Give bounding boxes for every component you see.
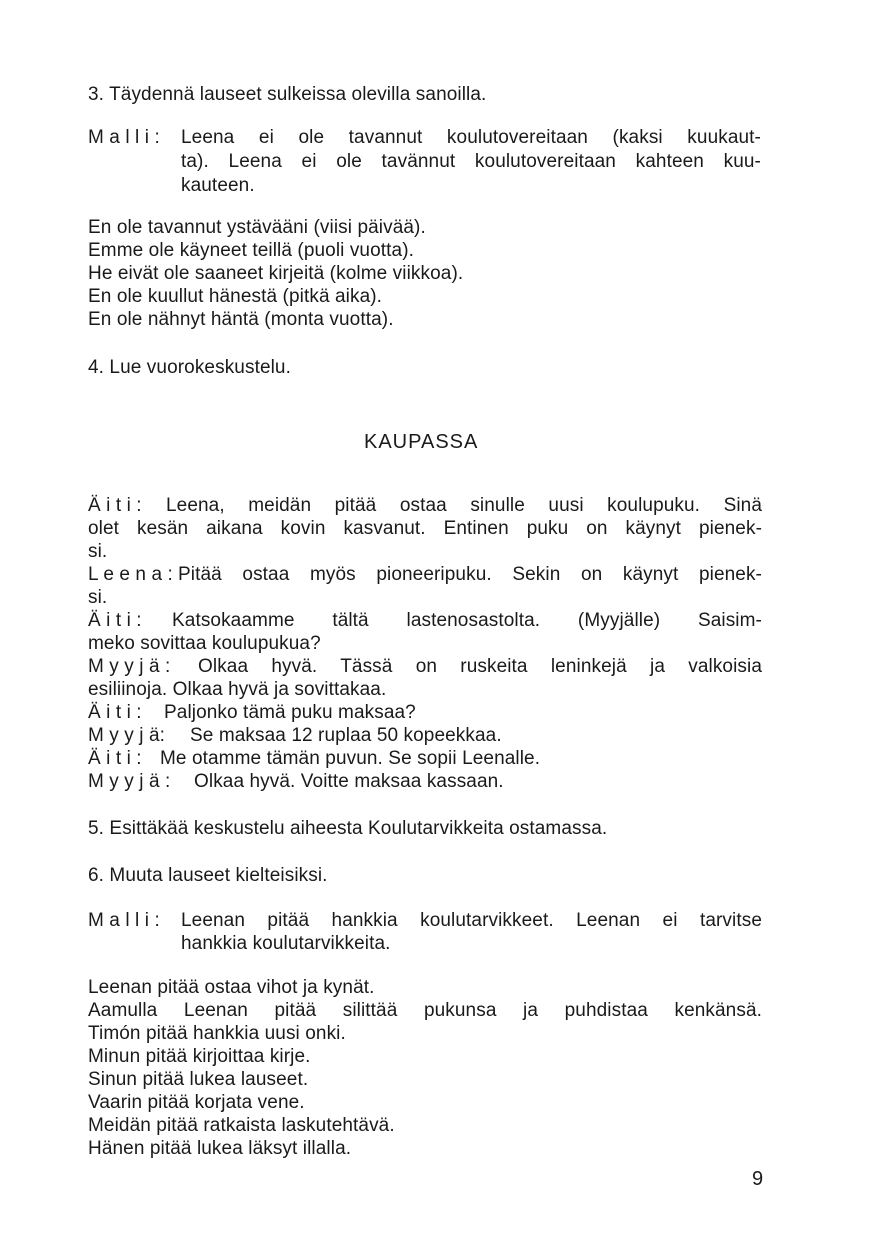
exercise-3-sentence: He eivät ole saaneet kirjeitä (kolme viikkoa). bbox=[88, 263, 464, 284]
dialogue-speaker: M y y j ä : bbox=[88, 771, 171, 792]
exercise-6-model-line-1: Leenan pitää hankkia koulutarvikkeet. Leenan ei tarvitse bbox=[181, 910, 762, 931]
dialogue-line: Se maksaa 12 ruplaa 50 kopeekkaa. bbox=[190, 725, 502, 746]
dialogue-line: olet kesän aikana kovin kasvanut. Entinen puku on käynyt pienek- bbox=[88, 518, 762, 539]
exercise-6-sentence: Leenan pitää ostaa vihot ja kynät. bbox=[88, 977, 375, 998]
dialogue-line: meko sovittaa koulupukua? bbox=[88, 633, 321, 654]
exercise-3-heading: 3. Täydennä lauseet sulkeissa olevilla sanoilla. bbox=[88, 84, 487, 105]
dialogue-title: KAUPASSA bbox=[364, 431, 479, 453]
dialogue-line: esiliinoja. Olkaa hyvä ja sovittakaa. bbox=[88, 679, 387, 700]
dialogue-speaker: Ä i t i : bbox=[88, 610, 142, 631]
exercise-4-heading: 4. Lue vuorokeskustelu. bbox=[88, 357, 291, 378]
dialogue-speaker: Ä i t i : bbox=[88, 495, 142, 516]
exercise-6-model-line-2: hankkia koulutarvikkeita. bbox=[181, 933, 391, 954]
exercise-3-sentence: En ole tavannut ystävääni (viisi päivää). bbox=[88, 217, 426, 238]
exercise-6-sentence: Vaarin pitää korjata vene. bbox=[88, 1092, 305, 1113]
exercise-3-sentence: En ole nähnyt häntä (monta vuotta). bbox=[88, 309, 394, 330]
dialogue-line: Olkaa hyvä. Voitte maksaa kassaan. bbox=[194, 771, 504, 792]
exercise-6-sentence: Timón pitää hankkia uusi onki. bbox=[88, 1023, 346, 1044]
dialogue-speaker: Ä i t i : bbox=[88, 702, 142, 723]
dialogue-speaker: L e e n a : bbox=[88, 564, 173, 585]
exercise-3-model-line-1: Leena ei ole tavannut koulutovereitaan (kaksi kuukaut- bbox=[181, 127, 761, 148]
exercise-6-sentence: Minun pitää kirjoittaa kirje. bbox=[88, 1046, 311, 1067]
dialogue-line: Leena, meidän pitää ostaa sinulle uusi koulupuku. Sinä bbox=[166, 495, 762, 516]
dialogue-speaker: M y y j ä: bbox=[88, 725, 166, 746]
dialogue-line: Olkaa hyvä. Tässä on ruskeita leninkejä ja valkoisia bbox=[198, 656, 762, 677]
dialogue-line: Paljonko tämä puku maksaa? bbox=[164, 702, 416, 723]
dialogue-line: si. bbox=[88, 541, 108, 562]
exercise-6-sentence: Hänen pitää lukea läksyt illalla. bbox=[88, 1138, 352, 1159]
dialogue-line: Katsokaamme tältä lastenosastolta. (Myyjälle) Saisim- bbox=[172, 610, 762, 631]
exercise-3-model-line-3: kauteen. bbox=[181, 175, 255, 196]
exercise-3-model-label: M a l l i : bbox=[88, 127, 160, 148]
exercise-6-sentence: Meidän pitää ratkaista laskutehtävä. bbox=[88, 1115, 395, 1136]
exercise-5-heading: 5. Esittäkää keskustelu aiheesta Koulutarvikkeita ostamassa. bbox=[88, 818, 608, 839]
exercise-6-heading: 6. Muuta lauseet kielteisiksi. bbox=[88, 865, 328, 886]
dialogue-line: Me otamme tämän puvun. Se sopii Leenalle. bbox=[160, 748, 541, 769]
dialogue-line: si. bbox=[88, 587, 108, 608]
dialogue-speaker: Ä i t i : bbox=[88, 748, 142, 769]
exercise-6-sentence: Sinun pitää lukea lauseet. bbox=[88, 1069, 309, 1090]
exercise-3-sentence: Emme ole käyneet teillä (puoli vuotta). bbox=[88, 240, 414, 261]
exercise-3-sentence: En ole kuullut hänestä (pitkä aika). bbox=[88, 286, 383, 307]
page-number: 9 bbox=[752, 1168, 764, 1190]
exercise-6-model-label: M a l l i : bbox=[88, 910, 160, 931]
exercise-3-model-line-2: ta). Leena ei ole tavännut koulutovereitaan kahteen kuu- bbox=[181, 151, 761, 172]
dialogue-line: Pitää ostaa myös pioneeripuku. Sekin on käynyt pienek- bbox=[178, 564, 762, 585]
exercise-6-sentence: Aamulla Leenan pitää silittää pukunsa ja puhdistaa kenkänsä. bbox=[88, 1000, 762, 1021]
dialogue-speaker: M y y j ä : bbox=[88, 656, 171, 677]
